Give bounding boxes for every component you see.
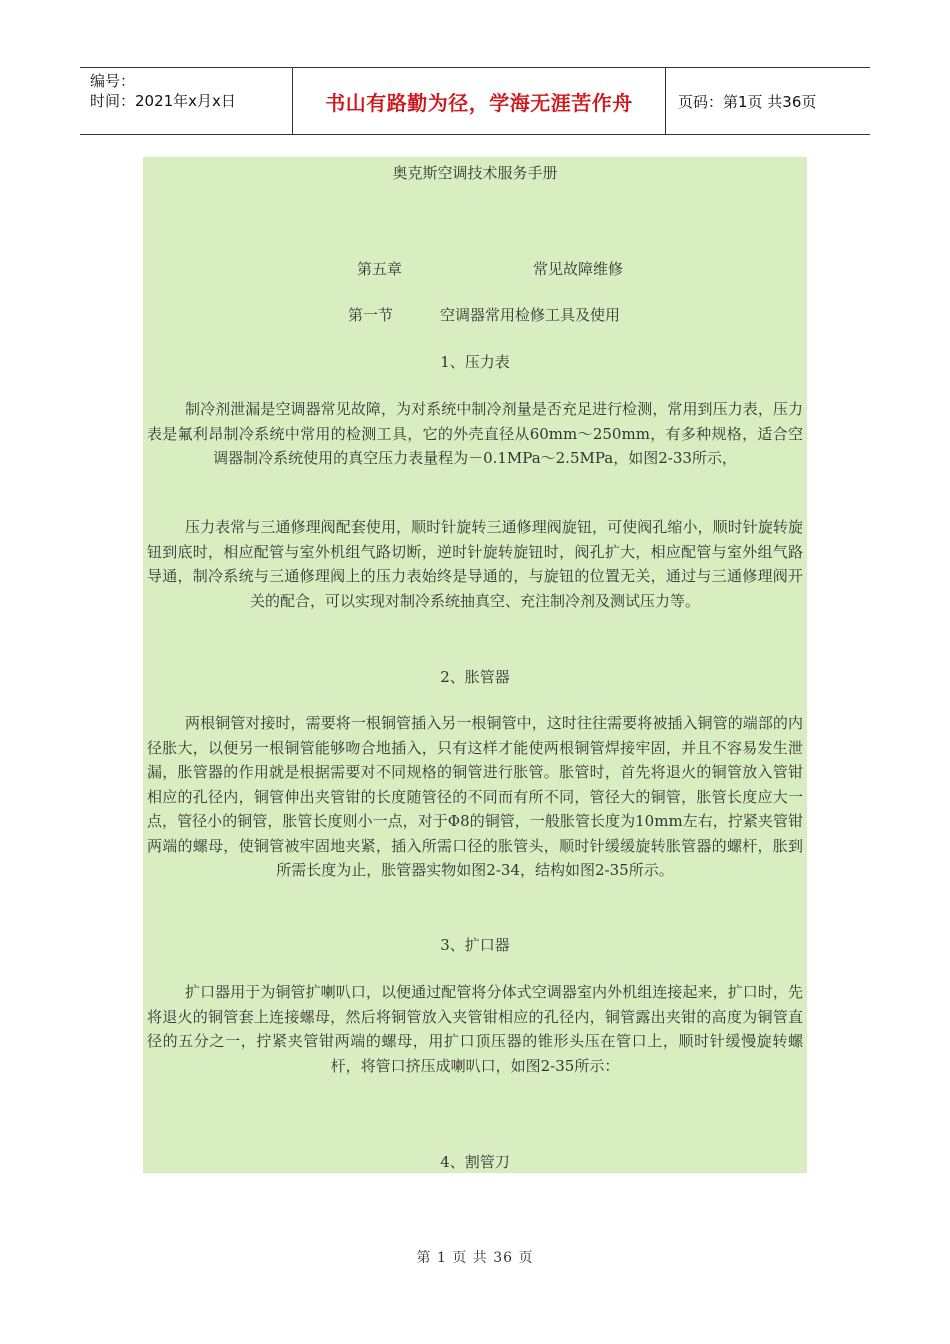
header-motto-cell xyxy=(293,68,666,134)
number-label: 编号： xyxy=(90,72,136,90)
document-title: 奥克斯空调技术服务手册 xyxy=(392,164,558,182)
paragraph: 压力表常与三通修理阀配套使用，顺时针旋转三通修理阀旋钮，可使阀孔缩小，顺时针旋转旋钮到底时，相应配管与室外机组气路切断，逆时针旋转旋钮时，阀孔扩大，相应配管与室外组气路导通，制冷系统与三通修理阀上的压力表始终是导通的，与旋钮的位置无关，通过与三通修理阀开关的配合，可以实现对制冷系统抽真空、充注制冷剂及测试压力等。 xyxy=(147,518,803,610)
chapter-title: 常见故障维修 xyxy=(533,260,624,278)
date-label: 时间：2021年x月x日 xyxy=(90,92,236,110)
item-heading: 4、割管刀 xyxy=(440,1153,510,1171)
item-heading: 2、胀管器 xyxy=(440,668,510,686)
item-heading: 3、扩口器 xyxy=(440,936,510,954)
content-area xyxy=(143,157,807,1173)
chapter-number: 第五章 xyxy=(357,260,403,278)
paragraph: 制冷剂泄漏是空调器常见故障，为对系统中制冷剂量是否充足进行检测，常用到压力表，压力表是氟利昂制冷系统中常用的检测工具，它的外壳直径从60mm～250mm，有多种规格，适合空调器制冷系统使用的真空压力表量程为－0.1MPa～2.5MPa，如图2-33所示， xyxy=(147,400,803,467)
page-footer: 第 1 页 共 36 页 xyxy=(416,1250,534,1266)
paragraph: 扩口器用于为铜管扩喇叭口，以便通过配管将分体式空调器室内外机组连接起来，扩口时，先将退火的铜管套上连接螺母，然后将铜管放入夹管钳相应的孔径内，铜管露出夹钳的高度为铜管直径的五分之一，拧紧夹管钳两端的螺母，用扩口顶压器的锥形头压在管口上，顺时针缓慢旋转螺杆，将管口挤压成喇叭口，如图2-35所示： xyxy=(147,983,803,1075)
item-heading: 1、压力表 xyxy=(440,353,510,371)
header-page-cell xyxy=(666,68,870,134)
paragraph: 两根铜管对接时，需要将一根铜管插入另一根铜管中，这时往往需要将被插入铜管的端部的内径胀大，以便另一根铜管能够吻合地插入，只有这样才能使两根铜管焊接牢固，并且不容易发生泄漏，胀管器的作用就是根据需要对不同规格的铜管进行胀管。胀管时，首先将退火的铜管放入管钳相应的孔径内，铜管伸出夹管钳的长度随管径的不同而有所不同，管径大的铜管，胀管长度应大一点，管径小的铜管，胀管长度则小一点，对于Φ8的铜管，一般胀管长度为10mm左右，拧紧夹管钳两端的螺母，使铜管被牢固地夹紧，插入所需口径的胀管头，顺时针缓缓旋转胀管器的螺杆，胀到所需长度为止，胀管器实物如图2-34，结构如图2-35所示。 xyxy=(147,714,803,879)
header-info xyxy=(80,68,293,134)
section-number: 第一节 xyxy=(348,306,394,324)
section-title: 空调器常用检修工具及使用 xyxy=(440,306,621,324)
motto: 书山有路勤为径，学海无涯苦作舟 xyxy=(325,90,633,115)
page-header xyxy=(80,67,870,135)
page-label: 页码：第1页 共36页 xyxy=(678,92,817,111)
